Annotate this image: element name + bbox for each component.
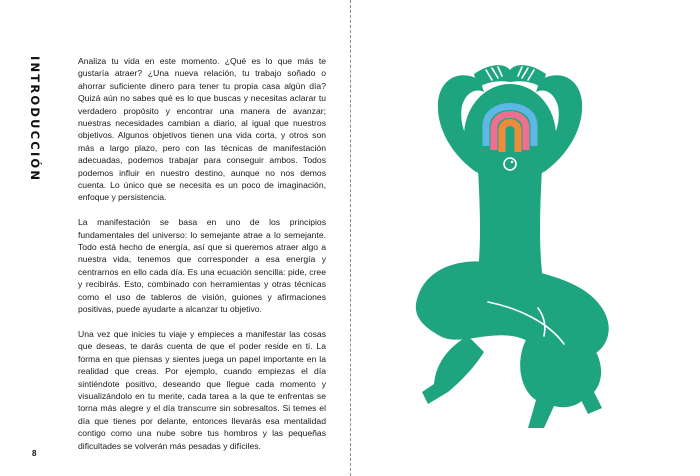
paragraph-2: La manifestación se basa en uno de los principios fundamentales del universo: lo semejante atrae a lo semejante. Todo está hecho de energía, así que si queremos atraer algo a nuestra vida, tenemos que corresponder a esa energía y centrarnos en ello cada día. Es una ecuación sencilla: pide, cree y recibirás. Esto, combinado con herramientas y otras técnicas como el uso de tableros de visión, guiones y afirmaciones positivas, puede ayudarte a alcanzar tu objetivo.: [78, 217, 326, 315]
section-title: INTRODUCCIÓN: [28, 56, 42, 183]
paragraph-3: Una vez que inicies tu viaje y empieces a manifestar las cosas que deseas, te darás cuenta de que el poder reside en ti. La forma en que piensas y sientes juega un papel importante en la realidad que creas. Por ejemplo, cuando empiezas el día sintiéndote positivo, deseando que llegue cada momento y visualizándolo en tu mente, cada tarea a la que te enfrentas se torna más alegre y el día transcurre sin sobresaltos. Si temes el día que tienes por delante, entonces llevarás esa mentalidad contigo como una nube sobre tus hombros y las pequeñas dificultades se volverán más pesadas y difíciles.: [78, 328, 326, 451]
page-gutter-divider: [350, 0, 351, 476]
paragraph-1: Analiza tu vida en este momento. ¿Qué es lo que más te gustaría atraer? ¿Una nueva relación, tu trabajo soñado o ahorrar suficiente dinero para tener tu propia casa algún día? Quizá aún no sabes qué es lo que buscas y necesitas aclarar tu verdadero propósito y encontrar una manera de avanzar; nuestras necesidades cambian a diario, al igual que nuestros objetivos. Algunos objetivos tienen una vida corta, y otros son más a largo plazo, pero con las técnicas de manifestación adecuadas, podemos trabajar para conseguir ambos. Todos podemos influir en nuestro destino, aunque no nos demos cuenta. Lo único que se necesita es un poco de imaginación, enfoque y persistencia.: [78, 56, 326, 203]
body-text: [78, 55, 326, 464]
page-number: 8: [32, 449, 37, 458]
meditating-figure-rainbow-icon: [388, 40, 633, 450]
